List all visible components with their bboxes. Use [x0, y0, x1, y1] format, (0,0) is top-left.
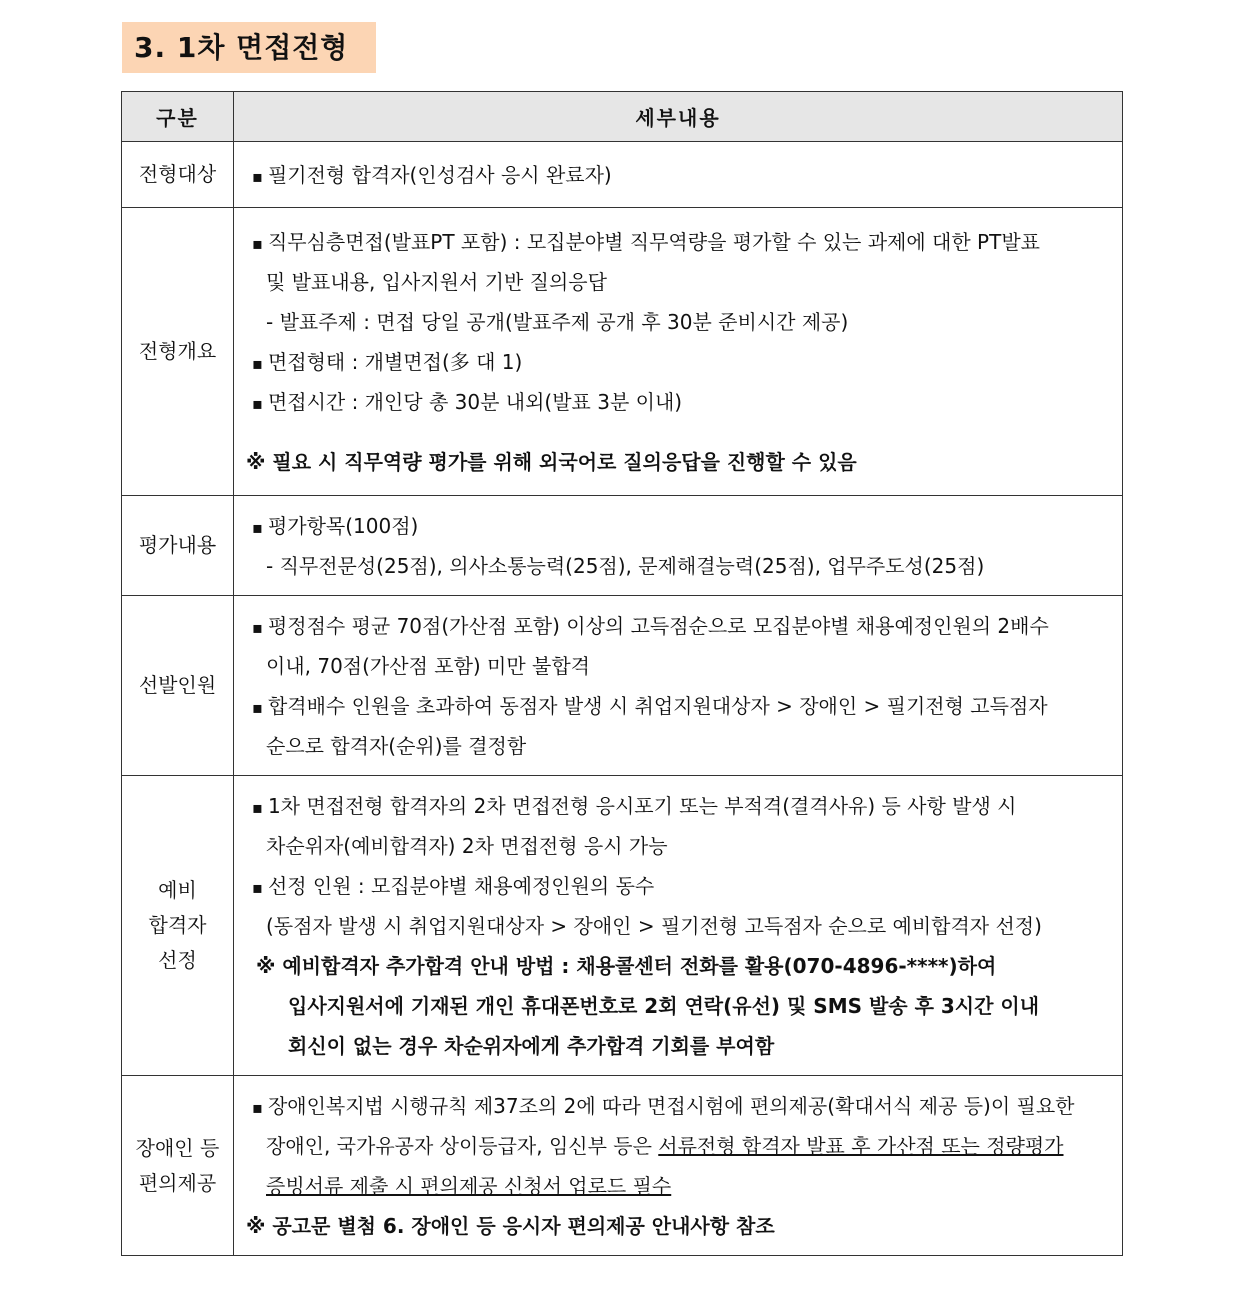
row-detail	[234, 596, 1123, 776]
row-category: 평가내용	[122, 496, 234, 596]
detail-line: ▪ 장애인복지법 시행규칙 제37조의 2에 따라 면접시험에 편의제공(확대서식 제공 등)이 필요한	[252, 1086, 1112, 1126]
category-line: 합격자	[148, 913, 207, 937]
detail-line: ▪ 합격배수 인원을 초과하여 동점자 발생 시 취업지원대상자 > 장애인 > 필기전형 고득점자	[252, 686, 1112, 726]
detail-text: 장애인, 국가유공자 상이등급자, 임신부 등은	[266, 1133, 659, 1158]
row-category: 전형대상	[122, 142, 234, 208]
detail-note: ※ 예비합격자 추가합격 안내 방법 : 채용콜센터 전화를 활용(070-4896-****)하여	[256, 953, 997, 978]
detail-note: 입사지원서에 기재된 개인 휴대폰번호로 2회 연락(유선) 및 SMS 발송 후 3시간 이내	[288, 993, 1040, 1018]
detail-line: 순으로 합격자(순위)를 결정함	[266, 733, 527, 758]
detail-line: 이내, 70점(가산점 포함) 미만 불합격	[266, 653, 591, 678]
table-row	[122, 496, 1123, 596]
table-row	[122, 776, 1123, 1076]
category-line: 편의제공	[138, 1170, 217, 1195]
underlined-text: 증빙서류 제출 시 편의제공 신청서 업로드 필수	[266, 1173, 672, 1198]
table-row	[122, 142, 1123, 208]
detail-line: - 발표주제 : 면접 당일 공개(발표주제 공개 후 30분 준비시간 제공)	[266, 309, 849, 334]
detail-note: ※ 필요 시 직무역량 평가를 위해 외국어로 질의응답을 진행할 수 있음	[246, 449, 857, 474]
row-category: 선발인원	[122, 596, 234, 776]
detail-line: ▪ 면접시간 : 개인당 총 30분 내외(발표 3분 이내)	[252, 382, 1112, 422]
row-category	[122, 776, 234, 1076]
underlined-text: 서류전형 합격자 발표 후 가산점 또는 정량평가	[658, 1133, 1064, 1158]
row-category	[122, 1076, 234, 1256]
interview-stage-table	[121, 91, 1123, 1256]
detail-line: 및 발표내용, 입사지원서 기반 질의응답	[266, 269, 607, 294]
detail-line: (동점자 발생 시 취업지원대상자 > 장애인 > 필기전형 고득점자 순으로 예비합격자 선정)	[266, 913, 1042, 938]
row-category: 전형개요	[122, 208, 234, 496]
table-row	[122, 596, 1123, 776]
row-detail	[234, 1076, 1123, 1256]
row-detail	[234, 776, 1123, 1076]
detail-line: 차순위자(예비합격자) 2차 면접전형 응시 가능	[266, 833, 668, 858]
category-line: 장애인 등	[135, 1135, 220, 1160]
detail-line: - 직무전문성(25점), 의사소통능력(25점), 문제해결능력(25점), 업무주도성(25점)	[266, 553, 985, 578]
detail-line: ▪ 필기전형 합격자(인성검사 응시 완료자)	[252, 155, 1112, 195]
category-line: 선정	[158, 948, 197, 972]
table-row	[122, 1076, 1123, 1256]
detail-line: ▪ 평정점수 평균 70점(가산점 포함) 이상의 고득점순으로 모집분야별 채용예정인원의 2배수	[252, 606, 1112, 646]
detail-line: ▪ 선정 인원 : 모집분야별 채용예정인원의 동수	[252, 866, 1112, 906]
row-detail	[234, 496, 1123, 596]
category-line: 예비	[158, 878, 197, 902]
table-row	[122, 208, 1123, 496]
row-detail	[234, 142, 1123, 208]
table-header-row	[122, 92, 1123, 142]
row-detail	[234, 208, 1123, 496]
detail-line	[252, 1126, 1112, 1166]
header-detail: 세부내용	[234, 92, 1123, 142]
detail-line: ▪ 1차 면접전형 합격자의 2차 면접전형 응시포기 또는 부적격(결격사유) 등 사항 발생 시	[252, 786, 1112, 826]
section-title: 3. 1차 면접전형	[122, 22, 376, 73]
header-category: 구분	[122, 92, 234, 142]
detail-line	[252, 1166, 1112, 1206]
detail-note: ※ 공고문 별첨 6. 장애인 등 응시자 편의제공 안내사항 참조	[246, 1213, 775, 1238]
detail-line: ▪ 면접형태 : 개별면접(多 대 1)	[252, 342, 1112, 382]
detail-line: ▪ 직무심층면접(발표PT 포함) : 모집분야별 직무역량을 평가할 수 있는 과제에 대한 PT발표	[252, 222, 1112, 262]
detail-note: 회신이 없는 경우 차순위자에게 추가합격 기회를 부여함	[288, 1033, 775, 1058]
detail-line: ▪ 평가항목(100점)	[252, 506, 1112, 546]
